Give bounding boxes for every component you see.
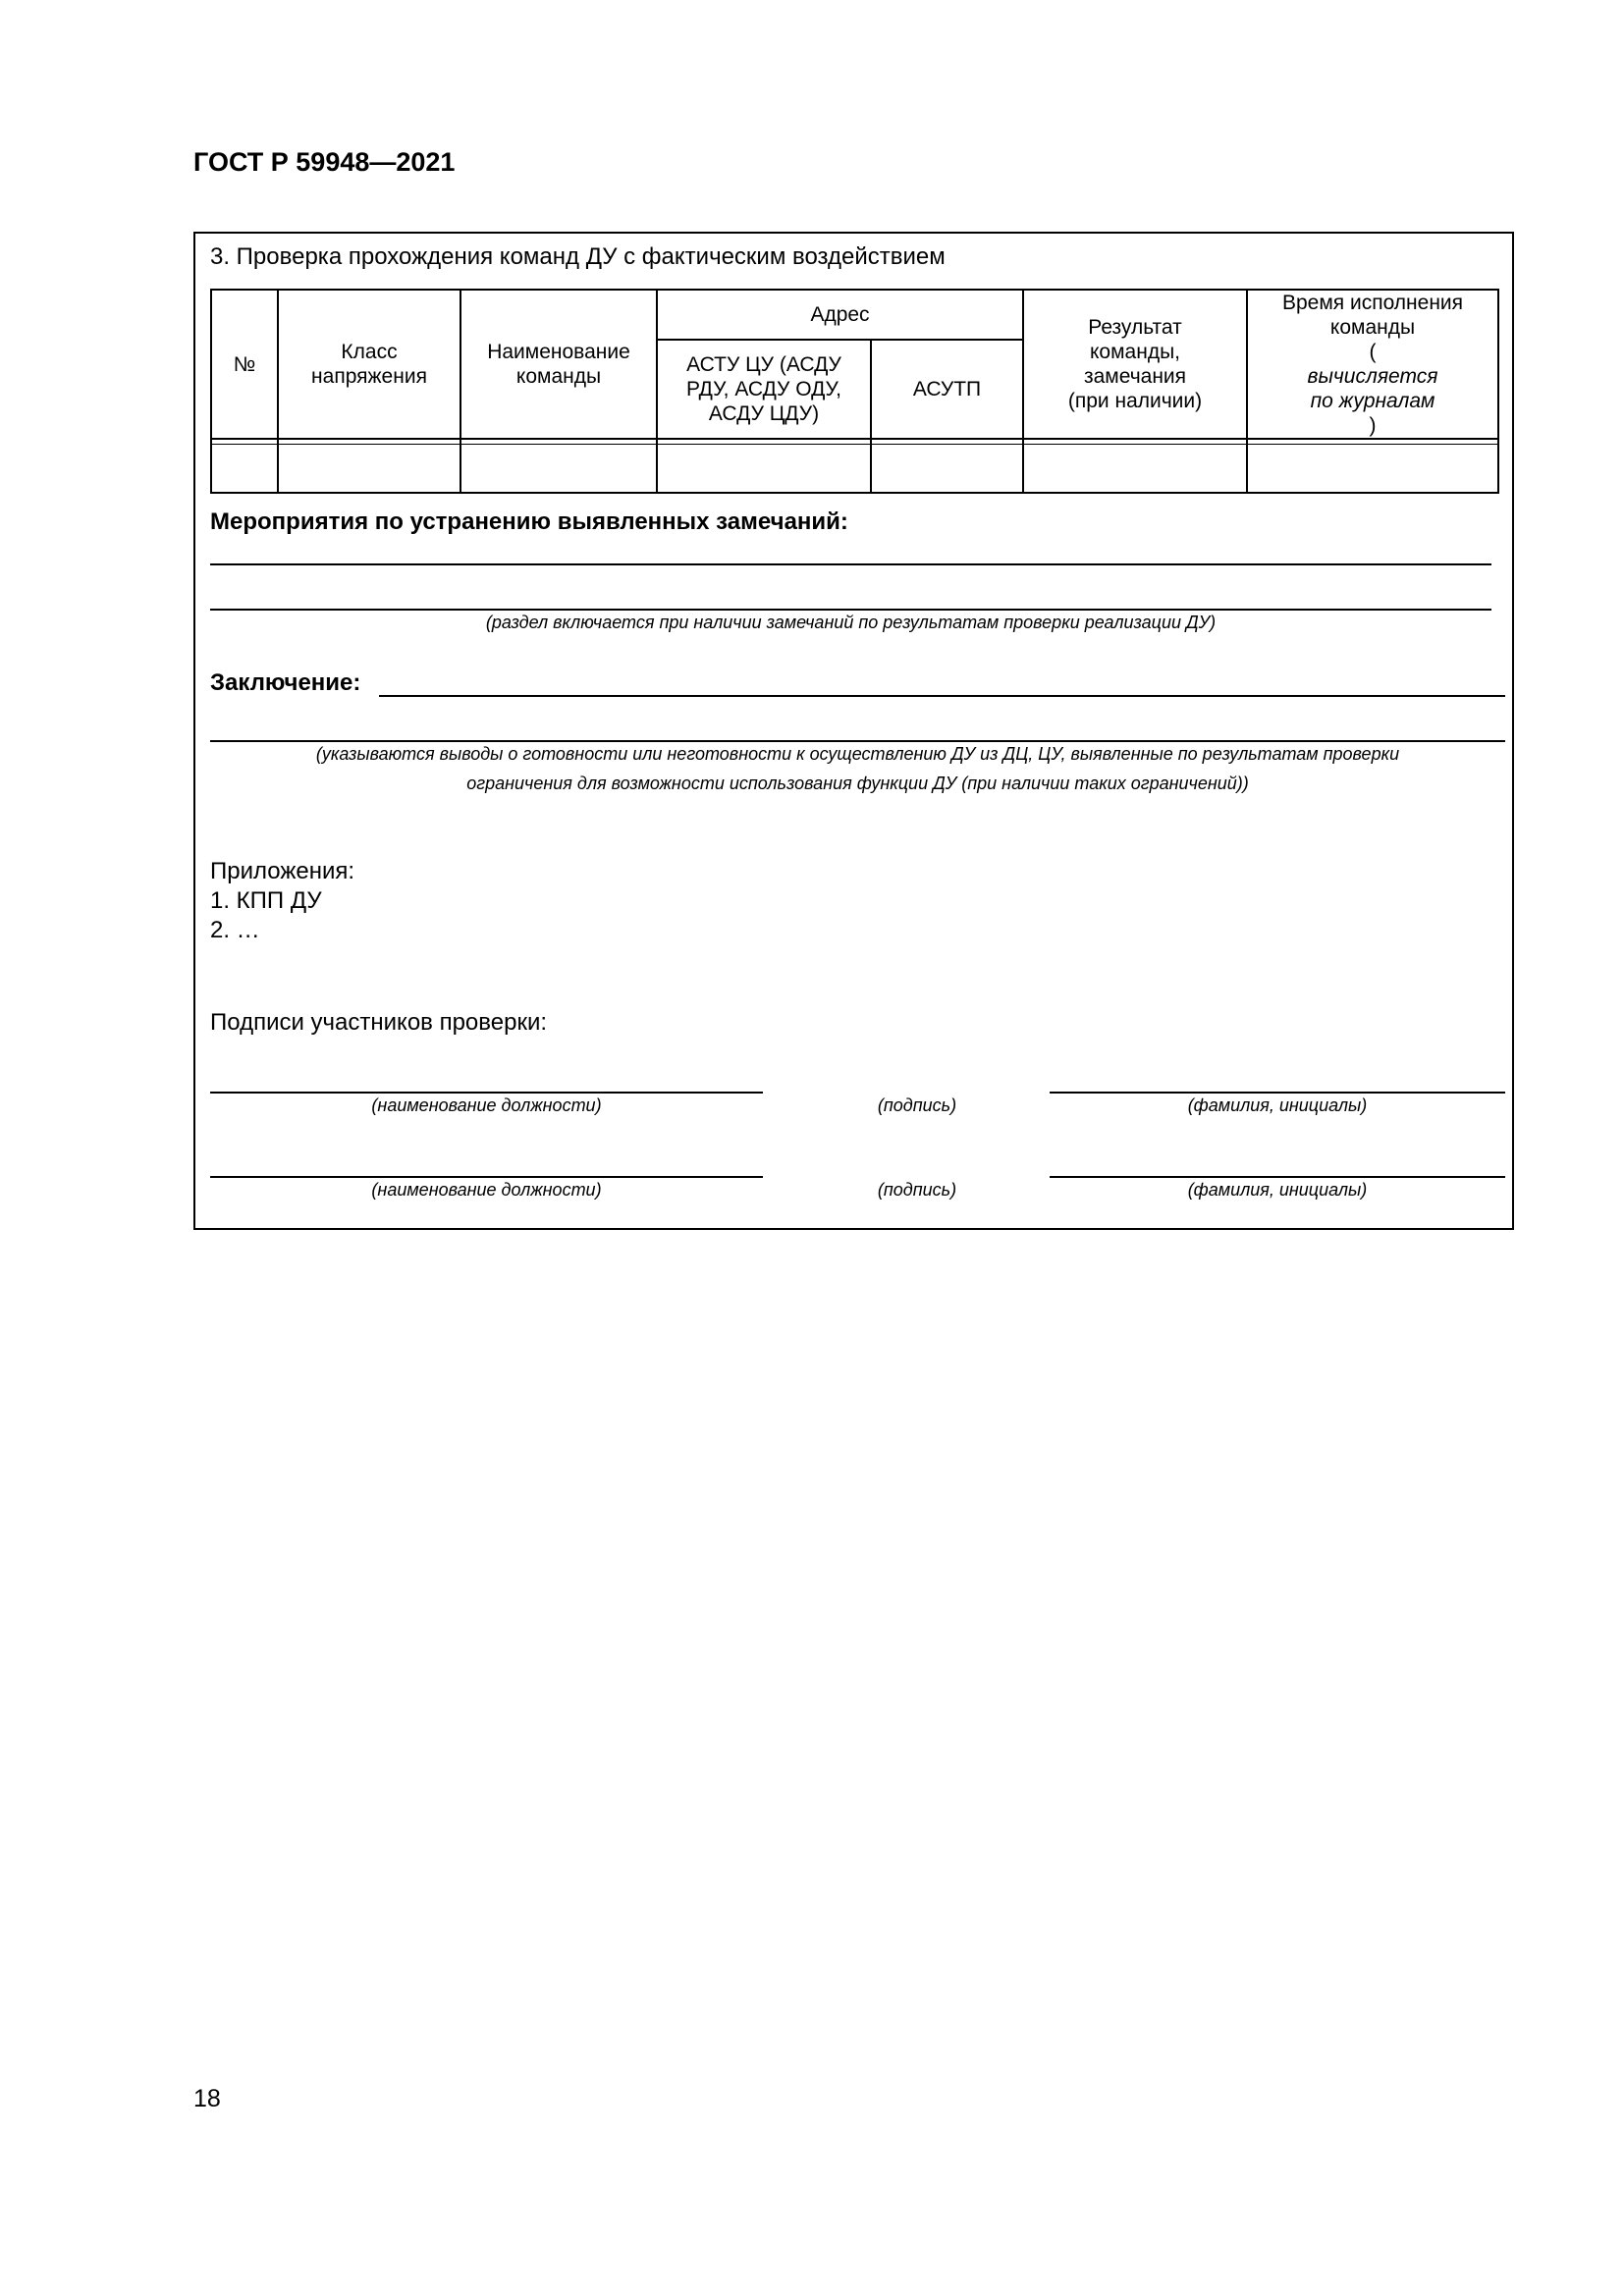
document-header: ГОСТ Р 59948—2021 [193, 147, 456, 177]
measures-note: (раздел включается при наличии замечаний по результатам проверки реализации ДУ) [485, 613, 1217, 632]
conclusion-note-line-1: (указываются выводы о готовности или неготовности к осуществлению ДУ из ДЦ, ЦУ, выявленные по результатам проверки [315, 744, 1400, 764]
section-title: 3. Проверка прохождения команд ДУ с фактическим воздействием [210, 243, 946, 270]
attachments-title: Приложения: [210, 858, 355, 884]
col-header-execution-time: Время исполнения команды ( вычисляется по журналам ) [1247, 290, 1498, 439]
col-header-command-name: Наименование команды [460, 290, 657, 439]
measures-fill-line-1[interactable] [210, 563, 1491, 565]
col-header-voltage-class: Класс напряжения [278, 290, 460, 439]
signature-position-caption: (наименование должности) [371, 1180, 602, 1200]
signatures-title: Подписи участников проверки: [210, 1009, 548, 1036]
conclusion-note-line-2: ограничения для возможности использования функции ДУ (при наличии таких ограничений)) [466, 774, 1249, 793]
commands-table [210, 289, 1499, 494]
col-header-result: Результат команды, замечания (при наличии) [1023, 290, 1247, 439]
col-header-number: № [211, 290, 278, 439]
cell-command-name[interactable] [460, 444, 657, 493]
cell-voltage-class[interactable] [278, 444, 460, 493]
signature-name-line[interactable] [1050, 1176, 1505, 1178]
signature-sign-caption: (подпись) [877, 1095, 957, 1115]
signature-position-caption: (наименование должности) [371, 1095, 602, 1115]
col-header-astu: АСТУ ЦУ (АСДУ РДУ, АСДУ ОДУ, АСДУ ЦДУ) [657, 340, 871, 439]
cell-result[interactable] [1023, 444, 1247, 493]
measures-fill-line-2[interactable] [210, 609, 1491, 611]
table-row [211, 444, 1498, 493]
signature-name-caption: (фамилия, инициалы) [1187, 1180, 1368, 1200]
signature-position-line[interactable] [210, 1092, 763, 1094]
signature-name-line[interactable] [1050, 1092, 1505, 1094]
cell-astu[interactable] [657, 444, 871, 493]
attachment-item: 1. КПП ДУ [210, 887, 322, 914]
signature-position-line[interactable] [210, 1176, 763, 1178]
page-number: 18 [193, 2085, 221, 2112]
signature-sign-caption: (подпись) [877, 1180, 957, 1200]
conclusion-fill-line-2[interactable] [210, 740, 1505, 742]
cell-asutp[interactable] [871, 444, 1023, 493]
cell-number[interactable] [211, 444, 278, 493]
cell-execution-time[interactable] [1247, 444, 1498, 493]
col-header-address: Адрес [657, 290, 1023, 340]
conclusion-label: Заключение: [210, 669, 361, 696]
conclusion-fill-line-1[interactable] [379, 695, 1505, 697]
attachment-item: 2. … [210, 917, 260, 943]
col-header-asutp: АСУТП [871, 340, 1023, 439]
signature-name-caption: (фамилия, инициалы) [1187, 1095, 1368, 1115]
measures-label: Мероприятия по устранению выявленных замечаний: [210, 508, 848, 535]
